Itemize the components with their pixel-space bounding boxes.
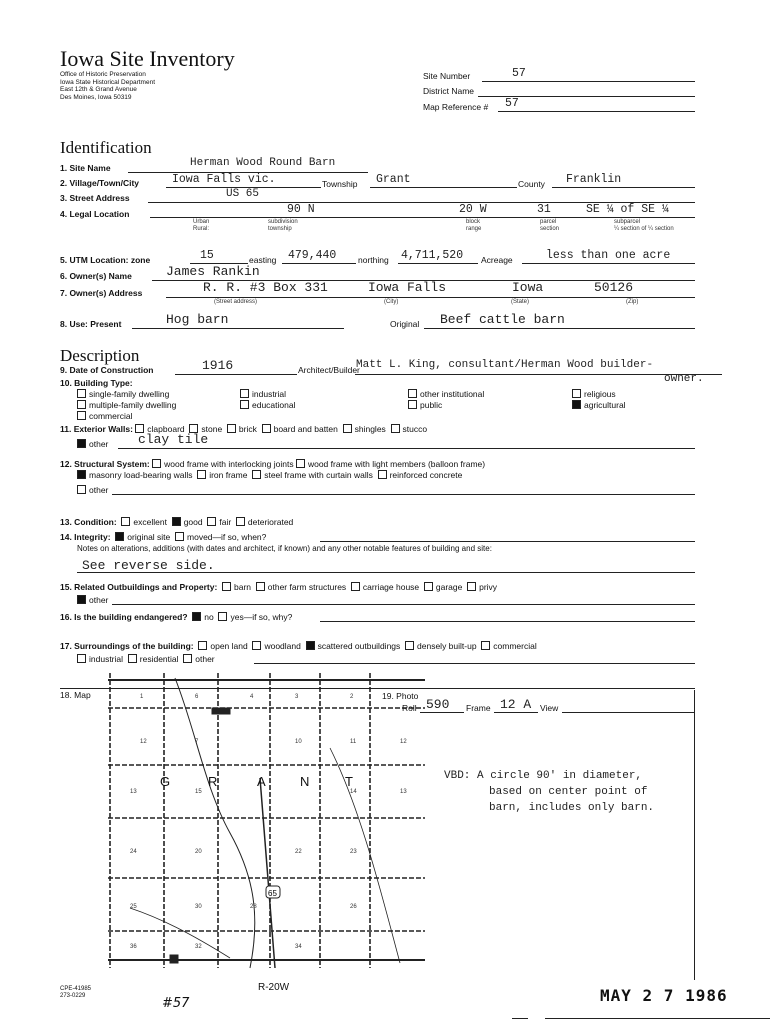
county-value: Franklin bbox=[566, 173, 622, 186]
owner-address-label: 7. Owner(s) Address bbox=[60, 288, 143, 298]
map-letter-a: A bbox=[257, 774, 266, 789]
structural-iron-checkbox[interactable] bbox=[197, 470, 206, 479]
type-educational-checkbox[interactable] bbox=[240, 400, 249, 409]
site-name-label: 1. Site Name bbox=[60, 163, 111, 173]
walls-other[interactable]: other bbox=[77, 439, 108, 449]
svg-text:11: 11 bbox=[350, 739, 357, 745]
map-letter-r: R bbox=[208, 774, 218, 789]
acreage-value: less than one acre bbox=[546, 249, 671, 262]
svg-text:26: 26 bbox=[350, 904, 357, 910]
photo-roll-value: 590 bbox=[426, 697, 450, 712]
svg-text:32: 32 bbox=[195, 944, 202, 950]
integrity-row: 14. Integrity: original site moved—if so, when? bbox=[60, 532, 267, 542]
legal-sub-block: block range bbox=[466, 219, 482, 232]
type-other-institutional-checkbox[interactable] bbox=[408, 389, 417, 398]
walls-other-checkbox[interactable] bbox=[77, 439, 86, 448]
surroundings-open-checkbox[interactable] bbox=[198, 641, 207, 650]
owner-name-label: 6. Owner(s) Name bbox=[60, 271, 132, 281]
legal-subparcel-value: SE ¼ of SE ¼ bbox=[586, 203, 669, 216]
svg-text:25: 25 bbox=[130, 904, 137, 910]
photo-label: 19. Photo bbox=[382, 691, 419, 701]
svg-text:24: 24 bbox=[130, 849, 137, 855]
owner-city-value: Iowa Falls bbox=[368, 280, 447, 295]
legal-section-value: 31 bbox=[537, 203, 551, 216]
outbuildings-other[interactable]: other bbox=[77, 595, 108, 605]
integrity-value: See reverse side. bbox=[82, 558, 215, 573]
street-address-value: US 65 bbox=[226, 188, 260, 200]
surroundings-industrial-checkbox[interactable] bbox=[77, 654, 86, 663]
type-public-checkbox[interactable] bbox=[408, 400, 417, 409]
use-original-value: Beef cattle barn bbox=[440, 312, 565, 327]
surroundings-woodland-checkbox[interactable] bbox=[252, 641, 261, 650]
svg-text:22: 22 bbox=[295, 849, 302, 855]
integrity-original-checkbox[interactable] bbox=[115, 532, 124, 541]
integrity-moved-checkbox[interactable] bbox=[175, 532, 184, 541]
photo-roll-label: Roll bbox=[402, 703, 417, 713]
outbuildings-privy-checkbox[interactable] bbox=[467, 582, 476, 591]
outbuildings-farm-checkbox[interactable] bbox=[256, 582, 265, 591]
map-reference-value: 57 bbox=[505, 97, 519, 110]
use-original-label: Original bbox=[390, 319, 420, 329]
outbuildings-other-checkbox[interactable] bbox=[77, 595, 86, 604]
svg-text:30: 30 bbox=[195, 904, 202, 910]
svg-text:1: 1 bbox=[140, 694, 144, 700]
map-label: 18. Map bbox=[60, 690, 91, 700]
type-educational[interactable]: educational bbox=[240, 400, 295, 410]
outbuildings-garage-checkbox[interactable] bbox=[424, 582, 433, 591]
walls-other-value: clay tile bbox=[138, 432, 209, 447]
legal-sub-urban: Urban Rural: bbox=[193, 219, 210, 232]
condition-fair-checkbox[interactable] bbox=[207, 517, 216, 526]
form-title: Iowa Site Inventory bbox=[60, 46, 235, 71]
svg-text:6: 6 bbox=[195, 694, 199, 700]
boundary-description: VBD: A circle 90' in diameter, based on center point of barn, includes only barn. bbox=[444, 770, 655, 814]
structural-other[interactable]: other bbox=[77, 485, 108, 495]
condition-good-checkbox[interactable] bbox=[172, 517, 181, 526]
outbuildings-row: 15. Related Outbuildings and Property: barn other farm structures carriage house garage privy bbox=[60, 582, 498, 592]
walls-board-batten-checkbox[interactable] bbox=[262, 424, 271, 433]
legal-sub-subparcel: subparcel ¼ section of ¼ section bbox=[614, 219, 674, 232]
addr-sub-state: (State) bbox=[511, 299, 530, 305]
handwritten-number: #57 bbox=[162, 996, 190, 1011]
svg-text:34: 34 bbox=[295, 944, 302, 950]
range-label: R-20W bbox=[258, 982, 290, 993]
utm-label: 5. UTM Location: zone bbox=[60, 255, 151, 265]
integrity-notes: Notes on alterations, additions (with dates and architect, if known) and any other notable features of building and site: bbox=[77, 544, 492, 553]
acreage-label: Acreage bbox=[481, 255, 513, 265]
route-65-shield bbox=[266, 886, 280, 898]
surroundings-commercial-checkbox[interactable] bbox=[481, 641, 490, 650]
use-present-label: 8. Use: Present bbox=[60, 319, 122, 329]
street-address-label: 3. Street Address bbox=[60, 193, 130, 203]
type-multiple-family[interactable]: multiple-family dwelling bbox=[77, 400, 176, 410]
identification-heading: Identification bbox=[60, 138, 152, 157]
endangered-no-checkbox[interactable] bbox=[192, 612, 201, 621]
legal-sub-subdivision: subdivision township bbox=[268, 219, 298, 232]
type-public[interactable]: public bbox=[408, 400, 442, 410]
svg-text:65: 65 bbox=[268, 889, 277, 898]
svg-text:2: 2 bbox=[350, 694, 354, 700]
surroundings-scattered-checkbox[interactable] bbox=[306, 641, 315, 650]
township-label: Township bbox=[322, 179, 358, 189]
svg-text:7: 7 bbox=[195, 739, 199, 745]
map-letter-g: G bbox=[160, 774, 171, 789]
condition-deteriorated-checkbox[interactable] bbox=[236, 517, 245, 526]
owner-name-value: James Rankin bbox=[166, 264, 260, 279]
type-industrial[interactable]: industrial bbox=[240, 389, 286, 399]
architect-value: Matt L. King, consultant/Herman Wood builder- bbox=[356, 359, 654, 371]
structural-masonry-checkbox[interactable] bbox=[77, 470, 86, 479]
surroundings-row: 17. Surroundings of the building: open land woodland scattered outbuildings densely built-up commercial bbox=[60, 641, 537, 651]
legal-subdivision-value: 90 N bbox=[287, 203, 315, 216]
svg-text:10: 10 bbox=[295, 739, 302, 745]
map-reference-label: Map Reference # bbox=[423, 102, 489, 112]
type-religious[interactable]: religious bbox=[572, 389, 616, 399]
description-heading: Description bbox=[60, 346, 140, 365]
map-letter-n: N bbox=[300, 774, 310, 789]
structural-other-checkbox[interactable] bbox=[77, 485, 86, 494]
utm-zone-value: 15 bbox=[200, 249, 214, 262]
svg-text:4: 4 bbox=[250, 694, 254, 700]
northing-value: 4,711,520 bbox=[401, 249, 464, 262]
outbuildings-barn-checkbox[interactable] bbox=[222, 582, 231, 591]
building-type-label: 10. Building Type: bbox=[60, 378, 133, 388]
legal-range-value: 20 W bbox=[459, 203, 487, 216]
addr-sub-street: (Street address) bbox=[214, 299, 258, 305]
structural-interlocking-checkbox[interactable] bbox=[152, 459, 161, 468]
legal-sub-parcel: parcel section bbox=[540, 219, 560, 232]
svg-text:13: 13 bbox=[400, 789, 407, 795]
endangered-yes-checkbox[interactable] bbox=[218, 612, 227, 621]
owner-zip-value: 50126 bbox=[594, 280, 634, 295]
architect-value-cont: owner. bbox=[664, 373, 704, 385]
site-name-value: Herman Wood Round Barn bbox=[190, 157, 336, 169]
addr-sub-city: (City) bbox=[384, 299, 399, 305]
walls-brick-checkbox[interactable] bbox=[227, 424, 236, 433]
svg-text:36: 36 bbox=[130, 944, 137, 950]
structural-steel-checkbox[interactable] bbox=[252, 470, 261, 479]
type-commercial[interactable]: commercial bbox=[77, 411, 132, 421]
village-label: 2. Village/Town/City bbox=[60, 178, 140, 188]
type-single-family-checkbox[interactable] bbox=[77, 389, 86, 398]
district-name-label: District Name bbox=[423, 86, 475, 96]
type-agricultural[interactable]: agricultural bbox=[572, 400, 626, 410]
type-agricultural-checkbox[interactable] bbox=[572, 400, 581, 409]
site-number-value: 57 bbox=[512, 67, 526, 80]
surroundings-dense-checkbox[interactable] bbox=[405, 641, 414, 650]
condition-row: 13. Condition: excellent good fair deteriorated bbox=[60, 517, 294, 527]
photo-view-label: View bbox=[540, 703, 559, 713]
township-map bbox=[100, 668, 440, 998]
map-letter-t: T bbox=[345, 774, 353, 789]
surroundings-other-checkbox[interactable] bbox=[183, 654, 192, 663]
township-value: Grant bbox=[376, 173, 411, 186]
structural-concrete-checkbox[interactable] bbox=[378, 470, 387, 479]
northing-label: northing bbox=[358, 255, 389, 265]
walls-stucco-checkbox[interactable] bbox=[391, 424, 400, 433]
easting-value: 479,440 bbox=[288, 249, 337, 262]
addr-sub-zip: (Zip) bbox=[626, 299, 639, 305]
type-multiple-family-checkbox[interactable] bbox=[77, 400, 86, 409]
construction-date-label: 9. Date of Construction bbox=[60, 365, 154, 375]
type-commercial-checkbox[interactable] bbox=[77, 411, 86, 420]
photo-frame-label: Frame bbox=[466, 703, 491, 713]
svg-text:12: 12 bbox=[140, 739, 147, 745]
svg-text:12: 12 bbox=[400, 739, 407, 745]
photo-box-border bbox=[694, 690, 695, 980]
structural-row-2: masonry load-bearing walls iron frame steel frame with curtain walls reinforced concrete bbox=[77, 470, 462, 480]
legal-location-label: 4. Legal Location bbox=[60, 209, 130, 219]
owner-street-value: R. R. #3 Box 331 bbox=[203, 280, 328, 295]
architect-label: Architect/Builder bbox=[298, 365, 360, 375]
owner-state-value: Iowa bbox=[512, 280, 544, 295]
svg-text:20: 20 bbox=[195, 849, 202, 855]
endangered-row: 16. Is the building endangered? no yes—if so, why? bbox=[60, 612, 293, 622]
svg-text:14: 14 bbox=[350, 789, 357, 795]
type-single-family[interactable]: single-family dwelling bbox=[77, 389, 169, 399]
construction-date-value: 1916 bbox=[202, 358, 234, 373]
condition-excellent-checkbox[interactable] bbox=[121, 517, 130, 526]
photo-frame-value: 12 A bbox=[500, 697, 532, 712]
svg-text:13: 13 bbox=[130, 789, 137, 795]
surroundings-residential-checkbox[interactable] bbox=[128, 654, 137, 663]
office-address: Office of Historic Preservation Iowa State Historical Department East 12th & Grand Avenue Des Moines, Iowa 50319 bbox=[60, 71, 156, 101]
easting-label: easting bbox=[249, 255, 277, 265]
surroundings-row-2: industrial residential other bbox=[77, 654, 215, 664]
date-received-stamp: MAY 2 7 1986 bbox=[600, 986, 728, 1005]
type-religious-checkbox[interactable] bbox=[572, 389, 581, 398]
svg-text:23: 23 bbox=[350, 849, 357, 855]
svg-text:15: 15 bbox=[195, 789, 202, 795]
use-present-value: Hog barn bbox=[166, 312, 229, 327]
type-other-institutional[interactable]: other institutional bbox=[408, 389, 484, 399]
county-label: County bbox=[518, 179, 545, 189]
svg-text:28: 28 bbox=[250, 904, 257, 910]
structural-row-1: 12. Structural System: wood frame with interlocking joints wood frame with light members (balloon frame) bbox=[60, 459, 486, 469]
form-code: CPE-41985 273-0229 bbox=[60, 986, 92, 999]
type-industrial-checkbox[interactable] bbox=[240, 389, 249, 398]
village-value: Iowa Falls vic. bbox=[172, 173, 276, 186]
svg-text:3: 3 bbox=[295, 694, 299, 700]
site-number-label: Site Number bbox=[423, 71, 471, 81]
exterior-walls-row: 11. Exterior Walls: clapboard stone brick board and batten shingles stucco bbox=[60, 424, 428, 434]
structural-balloon-checkbox[interactable] bbox=[296, 459, 305, 468]
walls-shingles-checkbox[interactable] bbox=[343, 424, 352, 433]
outbuildings-carriage-checkbox[interactable] bbox=[351, 582, 360, 591]
